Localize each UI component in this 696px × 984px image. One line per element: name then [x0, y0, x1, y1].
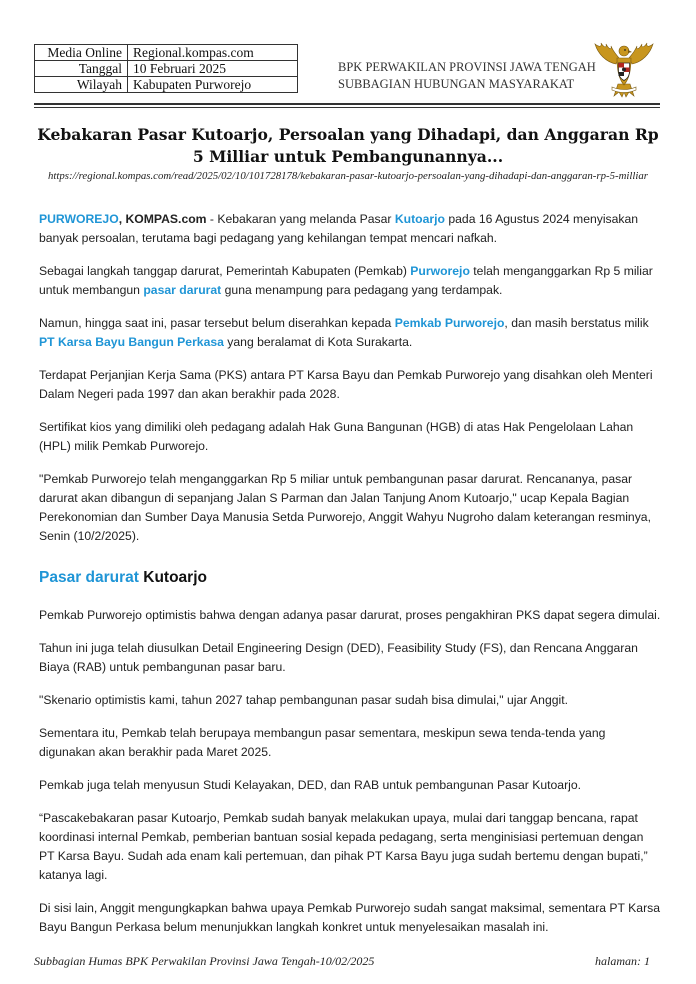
paragraph: Terdapat Perjanjian Kerja Sama (PKS) antara PT Karsa Bayu dan Pemkab Purworejo yang disahkan oleh Menteri Dalam Negeri pada 1997 dan akan berakhir pada 2028. [39, 368, 653, 401]
organization-line-1: BPK PERWAKILAN PROVINSI JAWA TENGAH [338, 60, 596, 74]
paragraph [39, 262, 661, 300]
media-info-value: Kabupaten Purworejo [128, 77, 298, 93]
media-info-row [35, 77, 298, 93]
article-title: Kebakaran Pasar Kutoarjo, Persoalan yang Dihadapi, dan Anggaran Rp 5 Milliar untuk Pembangunannya... [37, 125, 659, 166]
page-number: halaman: 1 [595, 954, 650, 968]
paragraph-text: Sebagai langkah tanggap darurat, Pemerintah Kabupaten (Pemkab) [39, 264, 411, 278]
paragraph-text: telah menganggarkan Rp 5 miliar untuk membangun [39, 264, 653, 297]
dateline-separator: , [118, 212, 126, 226]
page-footer [34, 954, 650, 969]
organization-name [338, 59, 596, 93]
paragraph-text: pada 16 Agustus 2024 menyisakan banyak persoalan, terutama bagi pedagang yang kehilangan tempat mencari nafkah. [39, 212, 639, 245]
paragraph-text: - Kebakaran yang melanda Pasar [206, 212, 395, 226]
article-body [39, 210, 661, 951]
media-info-value: 10 Februari 2025 [128, 61, 298, 77]
paragraph: Sertifikat kios yang dimiliki oleh pedagang adalah Hak Guna Bangunan (HGB) di atas Hak Pengelolaan Lahan (HPL) milik Pemkab Purworejo. [39, 420, 634, 453]
header-divider [34, 103, 660, 105]
paragraph [39, 210, 661, 248]
kutoarjo-link[interactable]: Kutoarjo [394, 212, 445, 226]
paragraph: Di sisi lain, Anggit mengungkapkan bahwa upaya Pemkab Purworejo sudah sangat maksimal, sementara PT Karsa Bayu Bangun Perkasa belum menunjukkan langkah konkret untuk menyelesaikan masalah ini. [39, 901, 660, 934]
media-info-table [34, 44, 298, 93]
pasar-darurat-link[interactable]: pasar darurat [143, 283, 222, 297]
paragraph: "Pemkab Purworejo telah menganggarkan Rp 5 miliar untuk pembangunan pasar darurat. Rencananya, pasar darurat akan dibangun di sepanjang Jalan S Parman dan Jalan Tanjung Anom Kutoarjo," ucap Kepala Bagian Perekonomian dan Sumber Daya Manusia Setda Purworejo, Anggit Wahyu Nugroho dalam keterangan resminya, Senin (10/2/2025). [39, 472, 651, 543]
paragraph-text: , dan masih berstatus milik [504, 316, 649, 330]
pemkab-purworejo-link[interactable]: Pemkab Purworejo [394, 316, 505, 330]
paragraph: Sementara itu, Pemkab telah berupaya membangun pasar sementara, meskipun sewa tenda-tenda yang digunakan akan berakhir pada Maret 2025. [39, 726, 606, 759]
organization-line-2: SUBBAGIAN HUBUNGAN MASYARAKAT [338, 77, 575, 91]
media-info-label: Wilayah [35, 77, 128, 93]
dateline-media: KOMPAS.com [125, 212, 207, 226]
paragraph-text: guna menampung para pedagang yang terdampak. [221, 283, 503, 297]
pt-karsa-bayu-link[interactable]: PT Karsa Bayu Bangun Perkasa [39, 335, 224, 349]
media-info-value: Regional.kompas.com [128, 45, 298, 61]
media-info-row [35, 45, 298, 61]
paragraph: "Skenario optimistis kami, tahun 2027 tahap pembangunan pasar sudah bisa dimulai," ujar Anggit. [39, 693, 568, 707]
source-url: https://regional.kompas.com/read/2025/02/10/101728178/kebakaran-pasar-kutoarjo-persoalan-yang-dihadapi-dan-anggaran-rp-5-milliar [48, 170, 648, 182]
section-heading-text: Kutoarjo [138, 569, 207, 586]
paragraph: Pemkab juga telah menyusun Studi Kelayakan, DED, dan RAB untuk pembangunan Pasar Kutoarjo. [39, 778, 581, 792]
section-heading-link[interactable]: Pasar darurat [39, 569, 139, 586]
media-info-label: Media Online [35, 45, 128, 61]
media-info-row [35, 61, 298, 77]
media-info-label: Tanggal [35, 61, 128, 77]
paragraph-text: Namun, hingga saat ini, pasar tersebut belum diserahkan kepada [39, 316, 395, 330]
paragraph [39, 314, 661, 352]
dateline-place-link[interactable]: PURWOREJO [39, 212, 119, 226]
paragraph: “Pascakebakaran pasar Kutoarjo, Pemkab sudah banyak melakukan upaya, mulai dari tanggap bencana, rapat koordinasi internal Pemkab, pemberian bantuan sosial kepada pedagang, serta menginisiasi pertemuan dengan PT Karsa Bayu. Sudah ada enam kali pertemuan, dan pihak PT Karsa Bayu juga sudah bertemu dengan bupati,” katanya lagi. [39, 811, 648, 882]
paragraph-text: yang beralamat di Kota Surakarta. [223, 335, 413, 349]
paragraph: Tahun ini juga telah diusulkan Detail Engineering Design (DED), Feasibility Study (FS), dan Rencana Anggaran Biaya (RAB) untuk pembangunan pasar baru. [39, 641, 638, 674]
section-heading [39, 568, 661, 588]
header-divider-thin [34, 107, 660, 108]
garuda-emblem-icon [592, 38, 656, 100]
paragraph: Pemkab Purworejo optimistis bahwa dengan adanya pasar darurat, proses pengakhiran PKS dapat segera dimulai. [39, 608, 661, 622]
footer-text: Subbagian Humas BPK Perwakilan Provinsi Jawa Tengah-10/02/2025 [34, 954, 375, 968]
purworejo-link[interactable]: Purworejo [410, 264, 470, 278]
